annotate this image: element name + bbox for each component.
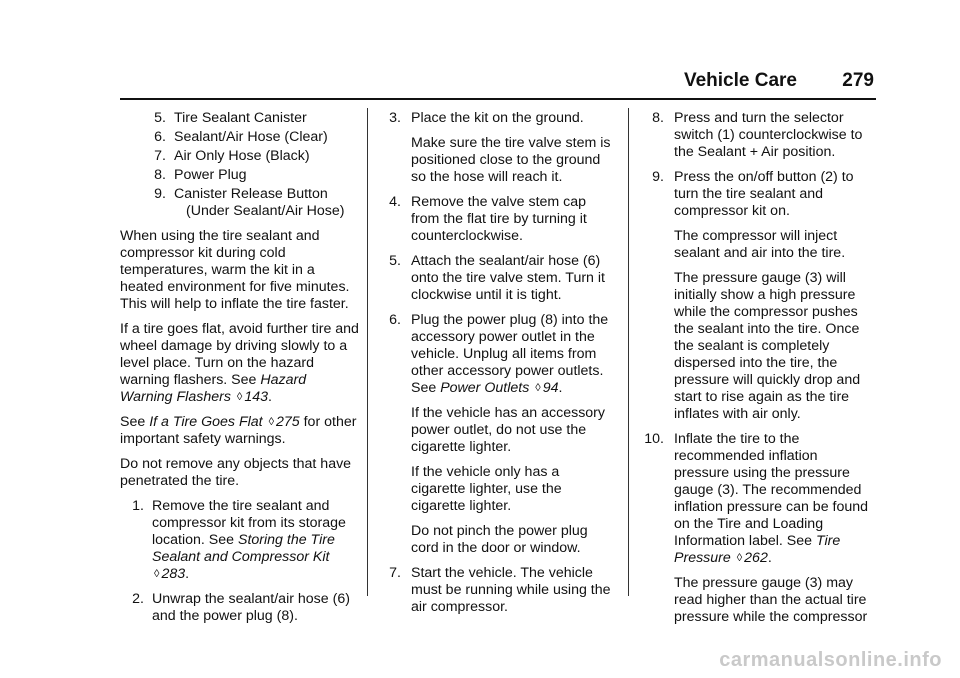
page-ref-icon: ◊ xyxy=(268,416,274,428)
column-2 xyxy=(385,110,617,624)
paragraph: If a tire goes flat, avoid further tire and wheel damage by driving slowly to a level place. Turn on the hazard warning flashers. See Hazard Warning Flashers ◊ 143. xyxy=(120,321,359,405)
step-note: The pressure gauge (3) may read higher than the actual tire pressure while the compressor xyxy=(674,575,868,625)
page-number: 279 xyxy=(842,70,874,91)
step-note: If the vehicle has an accessory power outlet, do not use the cigarette lighter. xyxy=(411,405,605,455)
step-item: 2. Unwrap the sealant/air hose (6) and the power plug (8). xyxy=(132,591,350,624)
column-divider xyxy=(628,108,629,596)
step-item: 7. Start the vehicle. The vehicle must be running while using the air compressor. xyxy=(389,565,611,615)
cross-reference-link[interactable]: Tire Pressure xyxy=(674,533,841,566)
page-ref-icon: ◊ xyxy=(236,391,243,403)
column-1 xyxy=(120,110,360,633)
paragraph: See If a Tire Goes Flat ◊ 275 for other important safety warnings. xyxy=(120,414,357,447)
step-item: 3. Place the kit on the ground. Make sure the tire valve stem is positioned close to the ground so the hose will reach it. xyxy=(385,110,617,186)
step-item: 8. Press and turn the selector switch (1) counterclockwise to the Sealant + Air position. xyxy=(652,110,863,160)
step-item: 6. Plug the power plug (8) into the accessory power outlet in the vehicle. Unplug all items from other accessory power outlets. See Power Outlets ◊ 94. If the vehicle has an accessory power outlet, do not use the cigarette lighter. If the vehicle only has a cigarette lighter, use the cigarette lighter. Do not pinch the power plug cord in the door or window. xyxy=(385,312,617,557)
step-item: 1. Remove the tire sealant and compressor kit from its storage location. See Storing the Tire Sealant and Compressor Kit ◊ 283. xyxy=(132,498,346,582)
step-item: 9. Press the on/off button (2) to turn the tire sealant and compressor kit on. The compressor will inject sealant and air into the tire. The pressure gauge (3) will initially show a high pressure while the compressor pushes the sealant into the tire. Once the sealant is completely dispersed into the tire, the pressure will quickly drop and start to rise again as the tire inflates with air only. xyxy=(640,169,876,423)
column-divider xyxy=(367,108,368,596)
step-note: The compressor will inject sealant and air into the tire. xyxy=(674,228,846,261)
list-item: 5. Tire Sealant Canister xyxy=(154,110,307,126)
step-note: If the vehicle only has a cigarette lighter, use the cigarette lighter. xyxy=(411,464,562,514)
step-item: 5. Attach the sealant/air hose (6) onto the tire valve stem. Turn it clockwise until it is tight. xyxy=(389,253,605,303)
cross-reference-link[interactable]: Power Outlets xyxy=(440,380,530,396)
list-item: 9. Canister Release Button (Under Sealant/Air Hose) xyxy=(154,186,345,219)
cross-reference-link[interactable]: Hazard Warning Flashers xyxy=(120,372,307,405)
list-item: 6. Sealant/Air Hose (Clear) xyxy=(154,129,328,145)
list-item: 8. Power Plug xyxy=(154,167,247,183)
step-item: 4. Remove the valve stem cap from the flat tire by turning it counterclockwise. xyxy=(389,194,587,244)
section-title: Vehicle Care xyxy=(683,70,798,91)
watermark: carmanualsonline.info xyxy=(719,649,942,671)
list-item: 7. Air Only Hose (Black) xyxy=(154,148,310,164)
step-note: Do not pinch the power plug cord in the door or window. xyxy=(411,523,588,556)
paragraph: When using the tire sealant and compressor kit during cold temperatures, warm the kit in a heated environment for five minutes. This will help to inflate the tire faster. xyxy=(120,228,350,312)
page-header xyxy=(684,70,874,92)
page-ref-icon: ◊ xyxy=(154,568,160,580)
step-item: 10. Inflate the tire to the recommended inflation pressure using the pressure gauge (3). The recommended inflation pressure can be found on the Tire and Loading Information label. See Tire Pressure ◊ 262. The pressure gauge (3) may read higher than the actual tire pressure while the compressor xyxy=(640,431,876,634)
paragraph: Do not remove any objects that have penetrated the tire. xyxy=(120,456,352,489)
header-rule xyxy=(120,98,876,100)
page-ref-icon: ◊ xyxy=(736,552,743,564)
step-note: The pressure gauge (3) will initially show a high pressure while the compressor pushes the sealant into the tire. Once the sealant is completely dispersed into the tire, the pressure will quickly drop and start to rise again as the tire inflates with air only. xyxy=(674,270,861,422)
step-note: Make sure the tire valve stem is positioned close to the ground so the hose will reach it. xyxy=(411,135,611,185)
cross-reference-link[interactable]: Storing the Tire Sealant and Compressor Kit xyxy=(152,532,335,565)
cross-reference-link[interactable]: If a Tire Goes Flat xyxy=(149,414,263,430)
page-ref-icon: ◊ xyxy=(535,382,541,394)
column-3 xyxy=(640,110,876,642)
